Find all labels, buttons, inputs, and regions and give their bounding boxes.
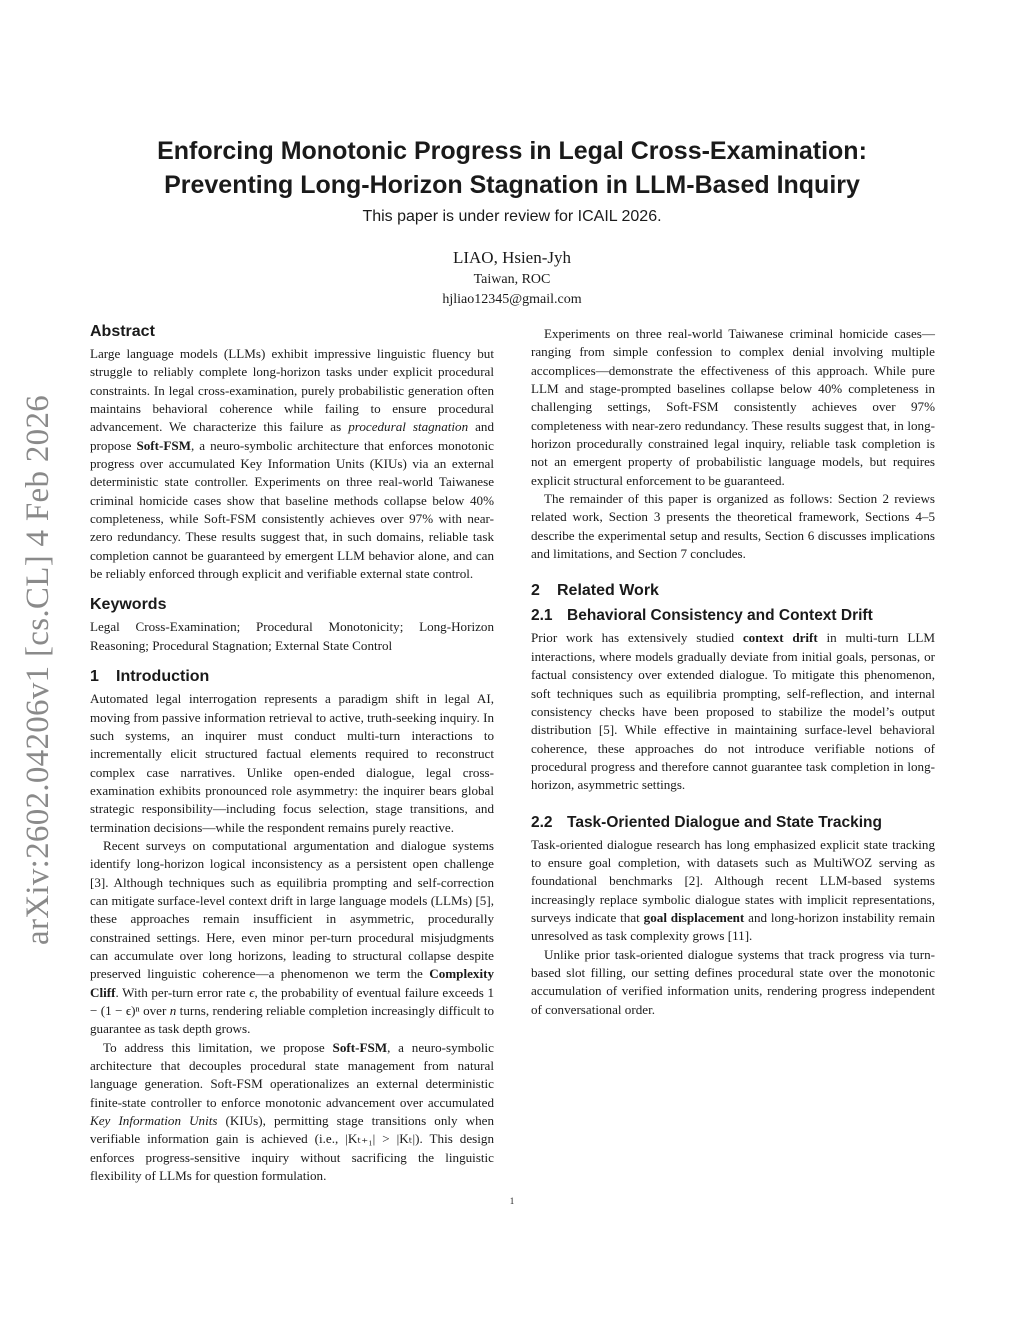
related-2-2-paragraph-1 [531,836,935,946]
text-run: Task-oriented dialogue research has long emphasized explicit state tracking to ensure goal completion, with datasets such as MultiWOZ serving as foundational benchmarks [2]. Although recent LLM-based systems increasingly replace symbolic dialogue states with implicit representations, surveys indicate that [531,836,935,925]
subsection-2-2-heading [531,813,935,833]
text-run: , the probability of eventual failure exceeds 1 − (1 − ϵ)ⁿ over [90,984,494,1018]
text-run: and long-horizon instability remain unresolved as task complexity grows [11]. [531,909,935,944]
bold-term: Soft-FSM [136,437,192,453]
bold-term: context drift [742,630,818,646]
text-run: Experiments on three real-world Taiwanese criminal homicide cases—ranging from simple confession to complex denial involving multiple accomplices—demonstrate the effectiveness of this approach. While pure LLM and stage-prompted baselines collapse below 40% completeness in challenging settings, Soft-FSM consistently achieves over 97% completeness with near-zero redundancy. These results suggest that, in long-horizon procedurally constrained legal inquiry, reliable task completion is not an emergent property of probabilistic language models, but requires explicit structural enforcement to be guaranteed. [531,326,935,488]
right-column [531,325,935,1019]
text-run: Recent surveys on computational argumentation and dialogue systems identify long-horizon logical inconsistency as a persistent open challenge [3]. Although techniques such as equilibria prompting and self-correction can mitigate surface-level context drift in large language models (LLMs) [5], these approaches remain insufficient in asymmetric, procedurally constrained settings. Here, even minor per-turn procedural misjudgments can accumulate over long horizons, leading to structural collapse despite preserved linguistic coherence—a phenomenon we term the [90,837,494,982]
text-run: , a neuro-symbolic architecture that enforces monotonic progress over accumulated Key Information Units (KIUs) via an external deterministic state controller. Experiments on three real-world Taiwanese criminal homicide cases show that baseline methods collapse below 40% completeness, while Soft-FSM consistently achieves over 97% with near-zero redundancy. These results suggest that, in such domains, reliable task completion cannot be guaranteed by emergent LLM behavior alone, and can be reliably enforced through explicit and verifiable external state control. [90,437,494,582]
text-run: (KIUs), permitting stage transitions only when verifiable information gain is achieved (i.e., |Kₜ₊₁| > |Kₜ|). This design enforces progress-sensitive inquiry without sacrificing the linguistic flexibility of LLMs for question formulation. [90,1113,494,1184]
title-line-2: Preventing Long-Horizon Stagnation in LLM-Based Inquiry [164,171,860,199]
italic-term: n [169,1003,177,1018]
intro-paragraph-4 [531,325,935,490]
related-2-1-paragraph [531,629,935,794]
left-column [90,322,494,1185]
subsection-2-1-heading [531,606,935,626]
bold-term: Complexity Cliff [90,966,494,1000]
text-run: Unlike prior task-oriented dialogue systems that track progress via turn-based slot filling, our setting defines procedural state over the monotonic accumulation of verified information units, rendering progress independent of conversational order. [531,946,935,1017]
italic-term: Key Information Units [90,1113,218,1129]
keywords-text [90,618,494,655]
section-title: Introduction [116,668,210,686]
text-run: The remainder of this paper is organized as follows: Section 2 reviews related work, Section 3 presents the theoretical framework, Sections 4–5 describe the experimental setup and results, Section 6 discusses implications and limitations, and Section 7 concludes. [531,491,935,562]
text-run: Automated legal interrogation represents a paradigm shift in legal AI, moving from passive information retrieval to active, truth-seeking inquiry. In such systems, an inquirer must conduct multi-turn interactions to incrementally elicit structured factual elements required to reconstruct complex case narratives. Unlike open-ended dialogue, legal cross-examination exhibits pronounced role asymmetry: the inquirer bears global strategic responsibility—including focus selection, stage transitions, and termination decisions—while the respondent remains purely reactive. [90,691,494,835]
intro-paragraph-3 [90,1039,494,1186]
intro-paragraph-2 [90,837,494,1039]
section-number: 2 [531,582,540,600]
intro-paragraph-5 [531,490,935,563]
author-location: Taiwan, ROC [473,272,551,287]
text-run: turns, rendering reliable completion increasingly difficult to guarantee as task depth grows. [90,1003,495,1037]
related-2-2-paragraph-2 [531,946,935,1019]
intro-paragraph-1 [90,690,494,837]
section-2-heading [531,581,935,601]
review-note: This paper is under review for ICAIL 2026. [362,208,662,225]
author-affiliation [0,270,1024,310]
text-run: Prior work has extensively studied [531,630,743,646]
subsection-number: 2.1 [531,607,553,625]
subsection-number: 2.2 [531,813,553,831]
text-run: in multi-turn LLM interactions, where models gradually deviate from initial goals, personas, or factual consistency over extended dialogue. To mitigate this phenomenon, soft techniques such as equilibria prompting, self-reflection, and internal consistency checks have been proposed to stabilize the model’s output distribution [5]. While effective in maintaining surface-level behavioral coherence, these approaches do not introduce verifiable notions of procedural progress and therefore cannot guarantee task completion in long-horizon, asymmetric settings. [531,630,935,793]
keywords-heading: Keywords [90,596,167,614]
text-run: . With per-turn error rate [115,984,250,1000]
bold-term: Soft-FSM [332,1039,388,1055]
abstract-paragraph [90,345,494,583]
text-run: , a neuro-symbolic architecture that decouples procedural state management from natural language generation. Soft-FSM operationalizes an external deterministic finite-state controller to enforce monotonic advancement over accumulated [90,1039,494,1110]
abstract-heading: Abstract [90,323,155,340]
text-run: Large language models (LLMs) exhibit impressive linguistic fluency but struggle to reliably complete long-horizon tasks under explicit procedural constraints. In legal cross-examination, purely probabilistic generation often maintains behavioral coherence while failing to ensure procedural advancement. We characterize this failure as [90,346,494,435]
page-number: 1 [509,1196,515,1206]
author-name: LIAO, Hsien-Jyh [452,248,572,267]
bold-term: goal displacement [643,909,745,925]
text-run: Legal Cross-Examination; Procedural Monotonicity; Long-Horizon Reasoning; Procedural Stagnation; External State Control [90,619,494,653]
italic-term: ϵ [249,984,255,1000]
subsection-title: Task-Oriented Dialogue and State Tracking [567,813,882,831]
paper-title [0,134,1024,202]
author-email[interactable]: hjliao12345@gmail.com [442,292,582,307]
italic-term: procedural stagnation [348,419,469,435]
arxiv-identifier-sidebar: arXiv:2602.04206v1 [cs.CL] 4 Feb 2026 [20,394,56,945]
title-line-1: Enforcing Monotonic Progress in Legal Cross-Examination: [157,137,867,165]
text-run: and propose [90,419,495,453]
text-run: To address this limitation, we propose [103,1039,333,1055]
section-number: 1 [90,668,99,686]
section-1-heading [90,667,494,687]
section-title: Related Work [557,582,659,600]
subsection-title: Behavioral Consistency and Context Drift [567,607,873,625]
